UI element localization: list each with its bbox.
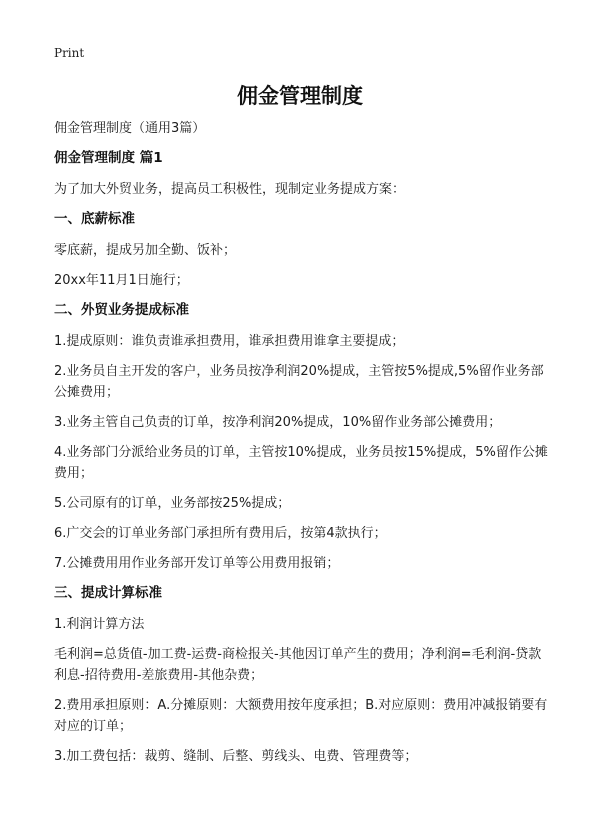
page-title: 佣金管理制度: [237, 84, 363, 108]
paragraph: 3.加工费包括：裁剪、缝制、后整、剪线头、电费、管理费等；: [54, 749, 418, 764]
paragraph: 2.费用承担原则：A.分摊原则：大额费用按年度承担；B.对应原则：费用冲减报销要有对应的订单；: [54, 698, 548, 734]
paragraph: 1.利润计算方法: [54, 617, 145, 632]
document-body: [54, 118, 554, 776]
paragraph: 7.公摊费用用作业务部开发订单等公用费用报销；: [54, 556, 340, 571]
print-link[interactable]: Print: [54, 46, 85, 60]
paragraph: 1.提成原则：谁负责谁承担费用，谁承担费用谁拿主要提成；: [54, 334, 405, 349]
paragraph: 4.业务部门分派给业务员的订单，主管按10%提成，业务员按15%提成，5%留作公摊费用；: [54, 445, 548, 481]
paragraph: 毛利润=总货值-加工费-运费-商检报关-其他因订单产生的费用；净利润=毛利润-贷款利息-招待费用-差旅费用-其他杂费；: [54, 647, 542, 683]
section-heading-base-salary: 一、底薪标准: [54, 211, 135, 227]
paragraph: 零底薪，提成另加全勤、饭补；: [54, 243, 237, 258]
paragraph: 2.业务员自主开发的客户，业务员按净利润20%提成，主管按5%提成,5%留作业务部公摊费用；: [54, 364, 544, 400]
article-heading: 佣金管理制度 篇1: [54, 150, 163, 166]
intro-paragraph: 为了加大外贸业务，提高员工积极性，现制定业务提成方案：: [54, 182, 406, 197]
paragraph: 3.业务主管自己负责的订单，按净利润20%提成，10%留作业务部公摊费用；: [54, 415, 502, 430]
paragraph: 5.公司原有的订单，业务部按25%提成；: [54, 496, 291, 511]
paragraph: 20xx年11月1日施行；: [54, 273, 189, 288]
section-heading-commission-standard: 二、外贸业务提成标准: [54, 302, 189, 318]
paragraph: 6.广交会的订单业务部门承担所有费用后，按第4款执行；: [54, 526, 387, 541]
subtitle-paragraph: 佣金管理制度（通用3篇）: [54, 121, 206, 136]
section-heading-calculation-standard: 三、提成计算标准: [54, 585, 162, 601]
